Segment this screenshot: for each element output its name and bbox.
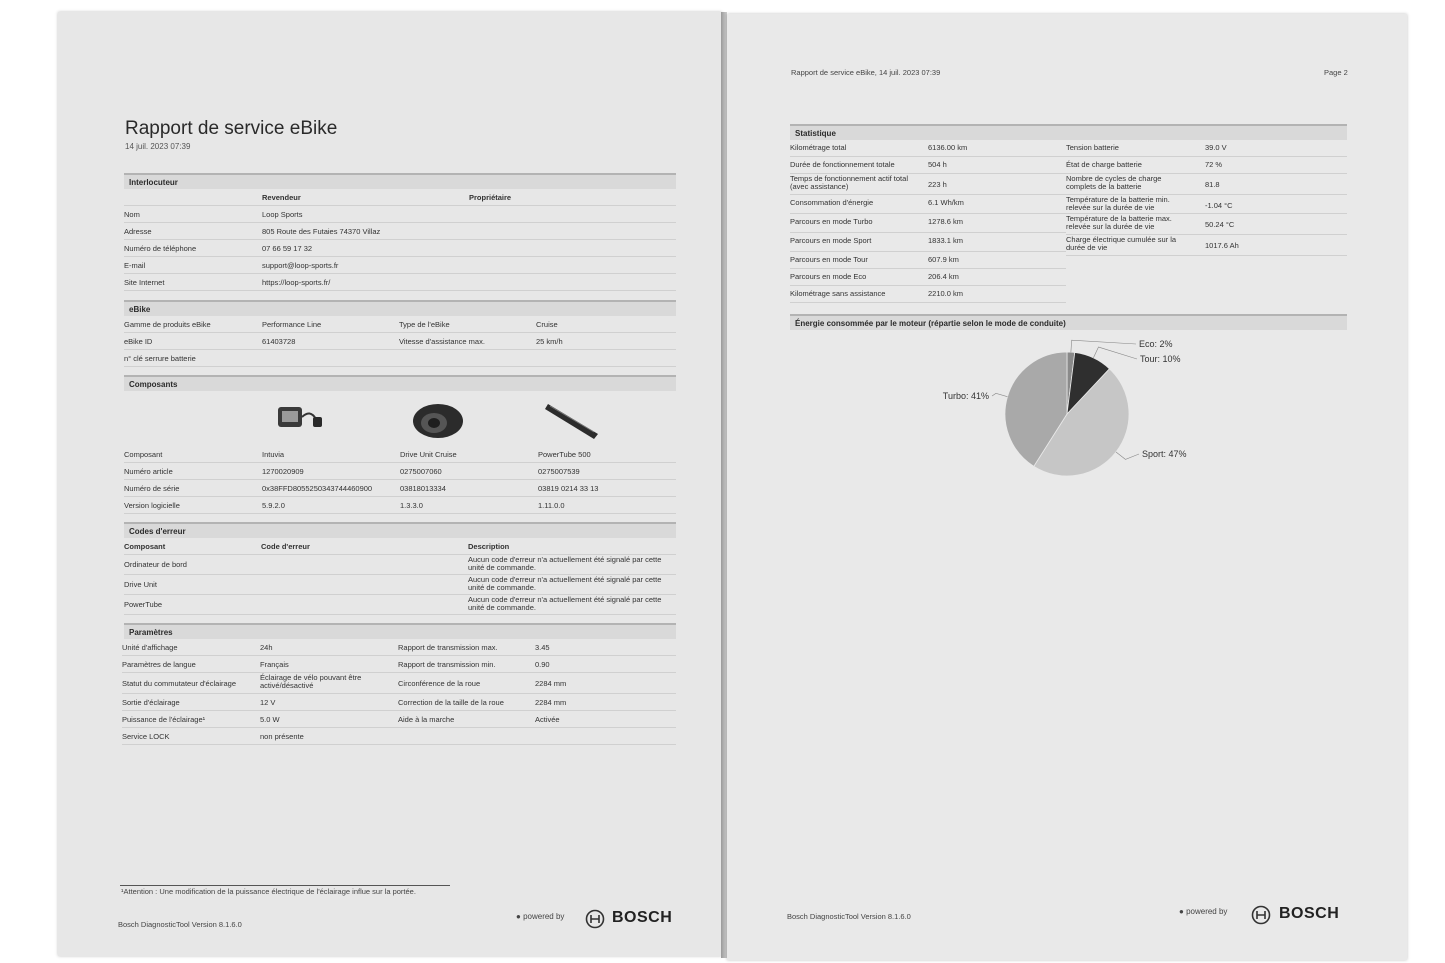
stat-row-left [790, 214, 1066, 233]
powered-by-2: ● powered by [1179, 907, 1228, 916]
stat-value: 6136.00 km [928, 143, 968, 152]
row-value: Performance Line [262, 320, 322, 329]
error-code-row [124, 555, 676, 575]
stat-label: Parcours en mode Tour [790, 255, 868, 264]
drive-unit-value: 0275007060 [400, 467, 442, 476]
row-value-2: 0.90 [535, 660, 550, 669]
composant-row [124, 497, 676, 514]
ebike-row [124, 333, 676, 350]
stat-label: Nombre de cycles de charge complets de la batterie [1066, 174, 1162, 192]
row-value: support@loop-sports.fr [262, 261, 339, 270]
stat-value: 1017.6 Ah [1205, 241, 1239, 250]
error-component: Ordinateur de bord [124, 560, 187, 569]
stat-label: Température de la batterie min. relevée sur la durée de vie [1066, 195, 1170, 213]
powertube-value: 03819 0214 33 13 [538, 484, 599, 493]
parametre-row [122, 728, 676, 745]
report-page-2 [727, 14, 1407, 960]
stat-value: 6.1 Wh/km [928, 198, 964, 207]
row-value: 805 Route des Futaies 74370 Villaz [262, 227, 381, 236]
stat-row-left [790, 269, 1066, 286]
row-value: Français [260, 660, 289, 669]
error-code-row [124, 575, 676, 595]
row-label-2: Circonférence de la roue [398, 679, 481, 688]
row-value-2: Activée [535, 715, 560, 724]
page2-header: Rapport de service eBike, 14 juil. 2023 07:39 [791, 68, 941, 77]
page-number: Page 2 [1324, 68, 1348, 77]
stat-value: 2210.0 km [928, 289, 964, 298]
parametre-row [122, 711, 676, 728]
pie-label-eco: Eco: 2% [1139, 339, 1173, 349]
stat-label: Consommation d'énergie [790, 198, 874, 207]
powered-by: ● powered by [516, 912, 565, 921]
col-code-erreur: Code d'erreur [261, 542, 310, 551]
powered-by-text: powered by [523, 912, 565, 921]
stat-value: 206.4 km [928, 272, 959, 281]
section-energie: Énergie consommée par le moteur (répartie selon le mode de conduite) [790, 314, 1347, 330]
stat-row-right [1066, 235, 1347, 256]
intuvia-value: 0x38FFD8055250343744460900 [262, 484, 373, 493]
row-label-2: Type de l'eBike [399, 320, 450, 329]
codes-header-row [124, 538, 676, 555]
row-label: Adresse [124, 227, 152, 236]
stat-label: Durée de fonctionnement totale [790, 160, 895, 169]
col-revendeur: Revendeur [262, 193, 301, 202]
stat-row-left [790, 195, 1066, 214]
row-value: 61403728 [262, 337, 296, 346]
stat-label: Tension batterie [1066, 143, 1119, 152]
bosch-brand: BOSCH [612, 909, 673, 926]
pie-leader-tour [1093, 347, 1137, 359]
row-value: non présente [260, 732, 304, 741]
stat-label: Parcours en mode Turbo [790, 217, 873, 226]
composant-row [124, 480, 676, 497]
section-ebike: eBike [124, 300, 676, 316]
stat-value: 72 % [1205, 160, 1223, 169]
pie-label-turbo: Turbo: 41% [942, 391, 989, 401]
row-value: 12 V [260, 698, 276, 707]
stat-value: 504 h [928, 160, 947, 169]
stat-value: 50.24 °C [1205, 220, 1235, 229]
powertube-value: 1.11.0.0 [538, 501, 565, 510]
row-label: E-mail [124, 261, 146, 270]
row-label: Statut du commutateur d'éclairage [122, 679, 236, 688]
row-value: https://loop-sports.fr/ [262, 278, 331, 287]
row-label-2: Rapport de transmission min. [398, 660, 496, 669]
pie-leader-eco [1071, 340, 1136, 352]
row-label: Site Internet [124, 278, 165, 287]
bosch-logo-icon [585, 909, 605, 929]
row-label: Sortie d'éclairage [122, 698, 180, 707]
row-label: Unité d'affichage [122, 643, 178, 652]
col-proprietaire: Propriétaire [469, 193, 512, 202]
stat-row-right [1066, 140, 1347, 157]
drive-unit-value: Drive Unit Cruise [400, 450, 457, 459]
pie-leader-sport [1116, 452, 1139, 459]
error-description: Aucun code d'erreur n'a actuellement été signalé par cette unité de commande. [468, 575, 662, 593]
interlocuteur-row [124, 257, 676, 274]
pie-label-tour: Tour: 10% [1140, 354, 1181, 364]
row-value: 24h [260, 643, 273, 652]
stat-row-right [1066, 195, 1347, 214]
intuvia-display-icon [276, 403, 328, 435]
footnote: ¹Attention : Une modification de la puissance électrique de l'éclairage influe sur la portée. [121, 887, 416, 896]
row-label: eBike ID [124, 337, 153, 346]
interlocuteur-row [124, 274, 676, 291]
section-interlocuteur: Interlocuteur [124, 173, 676, 189]
powertube-value: 0275007539 [538, 467, 580, 476]
stat-value: 607.9 km [928, 255, 959, 264]
powered-by-text-2: powered by [1186, 907, 1228, 916]
row-label: Numéro article [124, 467, 173, 476]
stat-label: Température de la batterie max. relevée sur la durée de vie [1066, 214, 1172, 232]
stat-row-left [790, 140, 1066, 157]
interlocuteur-row [124, 223, 676, 240]
col-composant: Composant [124, 542, 166, 551]
pie-label-sport: Sport: 47% [1142, 449, 1187, 459]
row-label: Composant [124, 450, 163, 459]
bosch-logo-icon-2 [1251, 905, 1271, 925]
tool-version: Bosch DiagnosticTool Version 8.1.6.0 [118, 920, 242, 929]
parametre-row [122, 639, 676, 656]
stat-value: 39.0 V [1205, 143, 1227, 152]
stat-label: État de charge batterie [1066, 160, 1142, 169]
row-label: Service LOCK [122, 732, 170, 741]
row-label: Paramètres de langue [122, 660, 196, 669]
drive-unit-icon [410, 399, 466, 441]
tool-version-2: Bosch DiagnosticTool Version 8.1.6.0 [787, 912, 911, 921]
drive-unit-value: 03818013334 [400, 484, 446, 493]
stat-value: 1278.6 km [928, 217, 964, 226]
row-label-2: Rapport de transmission max. [398, 643, 498, 652]
row-label: Gamme de produits eBike [124, 320, 211, 329]
row-value-2: 3.45 [535, 643, 550, 652]
footnote-rule [120, 885, 450, 886]
pie-leader-turbo [992, 393, 1007, 396]
stat-label: Kilométrage sans assistance [790, 289, 886, 298]
section-codes-erreur: Codes d'erreur [124, 522, 676, 538]
error-description: Aucun code d'erreur n'a actuellement été signalé par cette unité de commande. [468, 555, 662, 573]
row-value-2: 2284 mm [535, 698, 567, 707]
stat-label: Kilométrage total [790, 143, 847, 152]
row-value-2: 25 km/h [536, 337, 563, 346]
row-value-2: Cruise [536, 320, 558, 329]
interlocuteur-row [124, 240, 676, 257]
stat-row-right [1066, 214, 1347, 235]
row-label: n° clé serrure batterie [124, 354, 196, 363]
stat-row-right [1066, 174, 1347, 195]
interlocuteur-header-row [124, 189, 676, 206]
parametre-row [122, 673, 676, 694]
row-label: Numéro de téléphone [124, 244, 197, 253]
error-code-row [124, 595, 676, 615]
row-label: Numéro de série [124, 484, 180, 493]
stat-label: Charge électrique cumulée sur la durée de vie [1066, 235, 1177, 253]
composant-row [124, 463, 676, 480]
stat-row-left [790, 252, 1066, 269]
ebike-row [124, 350, 676, 367]
composant-row [124, 446, 676, 463]
stat-value: 1833.1 km [928, 236, 964, 245]
row-label: Puissance de l'éclairage¹ [122, 715, 206, 724]
stat-label: Parcours en mode Eco [790, 272, 867, 281]
energy-pie-chart [927, 339, 1247, 489]
row-value: Loop Sports [262, 210, 303, 219]
stat-label: Parcours en mode Sport [790, 236, 872, 245]
row-label-2: Aide à la marche [398, 715, 455, 724]
powertube-value: PowerTube 500 [538, 450, 591, 459]
stat-row-left [790, 157, 1066, 174]
row-value: Éclairage de vélo pouvant être activé/désactivé [260, 673, 362, 691]
powertube-battery-icon [544, 398, 604, 442]
error-description: Aucun code d'erreur n'a actuellement été signalé par cette unité de commande. [468, 595, 662, 613]
section-statistique: Statistique [790, 124, 1347, 140]
row-label-2: Correction de la taille de la roue [398, 698, 504, 707]
stat-value: 223 h [928, 180, 947, 189]
section-composants: Composants [124, 375, 676, 391]
section-parametres: Paramètres [124, 623, 676, 639]
stat-row-left [790, 286, 1066, 303]
row-label-2: Vitesse d'assistance max. [399, 337, 485, 346]
col-description: Description [468, 542, 510, 551]
intuvia-value: 5.9.2.0 [262, 501, 285, 510]
interlocuteur-row [124, 206, 676, 223]
drive-unit-value: 1.3.3.0 [400, 501, 423, 510]
intuvia-value: 1270020909 [262, 467, 304, 476]
report-page-1 [58, 12, 722, 956]
row-value: 5.0 W [260, 715, 280, 724]
row-label: Version logicielle [124, 501, 180, 510]
stat-label: Temps de fonctionnement actif total (avec assistance) [790, 174, 908, 192]
parametre-row [122, 694, 676, 711]
stat-row-right [1066, 157, 1347, 174]
row-value: 07 66 59 17 32 [262, 244, 313, 253]
stat-row-left [790, 174, 1066, 195]
stat-value: 81.8 [1205, 180, 1220, 189]
stat-value: -1.04 °C [1205, 201, 1233, 210]
intuvia-value: Intuvia [262, 450, 285, 459]
error-component: Drive Unit [124, 580, 157, 589]
row-label: Nom [124, 210, 140, 219]
bosch-brand-2: BOSCH [1279, 905, 1340, 922]
error-component: PowerTube [124, 600, 163, 609]
report-date: 14 juil. 2023 07:39 [125, 142, 191, 151]
stat-row-left [790, 233, 1066, 252]
parametre-row [122, 656, 676, 673]
row-value-2: 2284 mm [535, 679, 567, 688]
report-title: Rapport de service eBike [125, 118, 338, 139]
ebike-row [124, 316, 676, 333]
